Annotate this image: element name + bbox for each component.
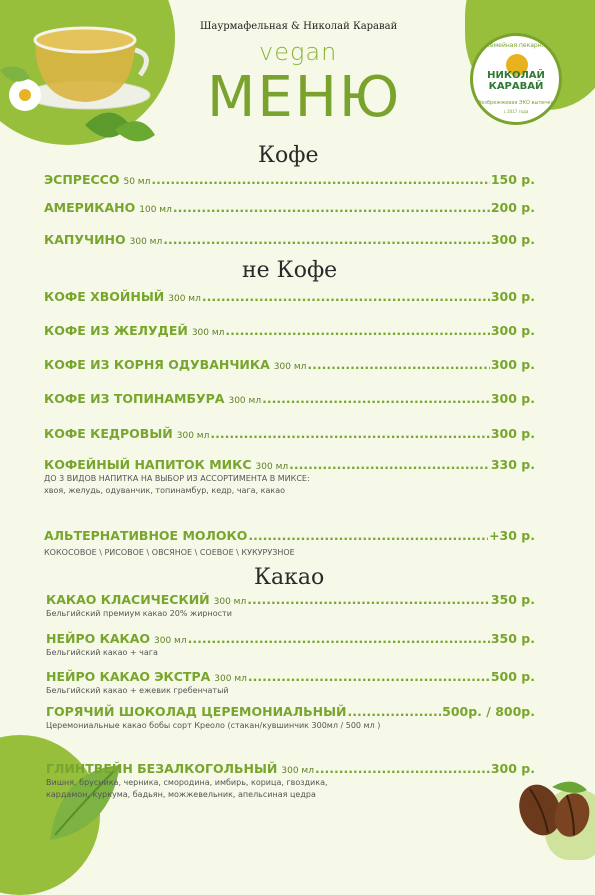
menu-item-cocoa-classic (46, 592, 535, 619)
item-price: 330 р. (490, 457, 535, 472)
item-description: Вишня, брусника, черника, смородина, имбирь, корица, гвоздика, (46, 778, 328, 787)
item-price: 300 р. (490, 761, 535, 776)
item-volume: 300 мл (191, 328, 225, 338)
item-description-line2: кардамон, куркума, бадьян, можжевельник, апельсиная цедра (46, 790, 316, 799)
item-volume: 300 мл (273, 362, 307, 372)
tea-cup-illustration (0, 0, 160, 160)
menu-item-mulled-wine (46, 761, 535, 800)
item-name: ГОРЯЧИЙ ШОКОЛАД ЦЕРЕМОНИАЛЬНЫЙ (46, 704, 347, 719)
item-name: КАКАО КЛАСИЧЕСКИЙ (46, 592, 210, 607)
leader-dots (248, 528, 488, 543)
item-price: +30 р. (489, 528, 535, 543)
leaf-icon (552, 782, 587, 793)
logo-top-text: семейная пекарня (486, 42, 546, 49)
item-price: 200 р. (490, 200, 535, 215)
item-volume: 300 мл (281, 766, 314, 776)
menu-subtitle: vegan (259, 38, 338, 66)
section-title-cocoa: Какао (254, 565, 325, 590)
bakery-logo (470, 33, 562, 125)
leader-dots (225, 323, 489, 338)
logo-bottom-text: безбрежжевая ЭКО выпечка (478, 100, 554, 106)
leader-dots (289, 457, 490, 472)
item-price: 300 р. (490, 391, 535, 406)
page-title: МЕНЮ (207, 65, 402, 130)
item-price: 300 р. (490, 289, 535, 304)
item-volume: 300 мл (168, 294, 201, 304)
logo-name (473, 70, 559, 92)
menu-item-ceremonial-chocolate (46, 704, 535, 731)
menu-item-coffee-mix (44, 457, 535, 496)
item-name: НЕЙРО КАКАО ЭКСТРА (46, 669, 211, 684)
item-volume: 300 мл (176, 431, 210, 441)
leader-dots (210, 426, 490, 441)
leader-dots (163, 232, 490, 247)
item-name: АМЕРИКАНО (44, 200, 136, 215)
item-description-line2: хвоя, желудь, одуванчик, топинамбур, кедр, чага, какао (44, 486, 286, 495)
item-name: ГЛИНТВЕЙН БЕЗАЛКОГОЛЬНЫЙ (46, 761, 278, 776)
section-title-not-coffee: не Кофе (242, 258, 338, 283)
item-price: 300 р. (490, 323, 535, 338)
leader-dots (307, 357, 489, 372)
menu-item-dandelion-coffee (44, 357, 535, 372)
item-description: Бельгийский какао + чага (46, 648, 158, 657)
item-volume: 300 мл (255, 462, 289, 472)
menu-item-neuro-cocoa (46, 631, 535, 658)
leader-dots (202, 289, 490, 304)
item-volume: 100 мл (139, 205, 172, 215)
item-price: 300 р. (490, 426, 535, 441)
menu-item-pine-coffee (44, 289, 535, 304)
item-name: НЕЙРО КАКАО (46, 631, 151, 646)
item-volume: 300 мл (228, 396, 262, 406)
menu-item-cedar-coffee (44, 426, 535, 441)
item-price: 350 р. (490, 631, 535, 646)
item-name: КОФЕ ИЗ КОРНЯ ОДУВАНЧИКА (44, 357, 270, 372)
leader-dots (247, 592, 490, 607)
item-volume: 50 мл (123, 177, 151, 187)
item-name: КОФЕ ХВОЙНЫЙ (44, 289, 165, 304)
menu-item-americano (44, 200, 535, 215)
leader-dots (173, 200, 490, 215)
item-price: 500р. / 800р. (442, 704, 535, 719)
item-description: Бельгийский премиум какао 20% жирности (46, 609, 232, 618)
item-volume: 300 мл (154, 636, 187, 646)
menu-item-acorn-coffee (44, 323, 535, 338)
leader-dots (188, 631, 490, 646)
item-name: КОФЕ ИЗ ТОПИНАМБУРА (44, 391, 225, 406)
logo-year: с 2017 года (503, 109, 529, 114)
item-name: ЭСПРЕССО (44, 172, 120, 187)
item-volume: 300 мл (214, 674, 247, 684)
item-volume: 300 мл (213, 597, 247, 607)
item-name: КОФЕЙНЫЙ НАПИТОК МИКС (44, 457, 252, 472)
restaurant-name: Шаурмафельная & Николай Каравай (200, 21, 398, 32)
item-name: КАПУЧИНО (44, 232, 126, 247)
logo-name-line2: КАРАВАЙ (488, 81, 544, 92)
chamomile-flower-icon (9, 79, 41, 111)
item-description: Бельгийский какао + ежевик гребенчатый (46, 686, 229, 695)
leader-dots (248, 669, 490, 684)
item-price: 300 р. (490, 357, 535, 372)
item-name: КОФЕ ИЗ ЖЕЛУДЕЙ (44, 323, 188, 338)
item-price: 150 р. (490, 172, 535, 187)
menu-item-neuro-cocoa-extra (46, 669, 535, 696)
item-description: КОКОСОВОЕ \ РИСОВОЕ \ ОВСЯНОЕ \ СОЕВОЕ \ КУКУРУЗНОЕ (44, 548, 295, 557)
item-price: 350 р. (490, 592, 535, 607)
menu-item-cappuccino (44, 232, 535, 247)
item-name: КОФЕ КЕДРОВЫЙ (44, 426, 173, 441)
item-description: ДО 3 ВИДОВ НАПИТКА НА ВЫБОР ИЗ АССОРТИМЕНТА В МИКСЕ: (44, 474, 310, 483)
menu-item-alternative-milk (44, 528, 535, 558)
section-title-coffee: Кофе (258, 143, 319, 168)
leader-dots (348, 704, 442, 719)
logo-name-line1: НИКОЛАЙ (487, 70, 545, 81)
item-price: 300 р. (490, 232, 535, 247)
leader-dots (151, 172, 490, 187)
menu-item-topinambur-coffee (44, 391, 535, 406)
menu-item-espresso (44, 172, 535, 187)
leader-dots (315, 761, 490, 776)
leader-dots (262, 391, 490, 406)
item-description: Церемониальные какао бобы сорт Креоло (стакан/кувшинчик 300мл / 500 мл ) (46, 721, 381, 730)
item-price: 500 р. (490, 669, 535, 684)
item-volume: 300 мл (129, 237, 163, 247)
item-name: АЛЬТЕРНАТИВНОЕ МОЛОКО (44, 528, 248, 543)
